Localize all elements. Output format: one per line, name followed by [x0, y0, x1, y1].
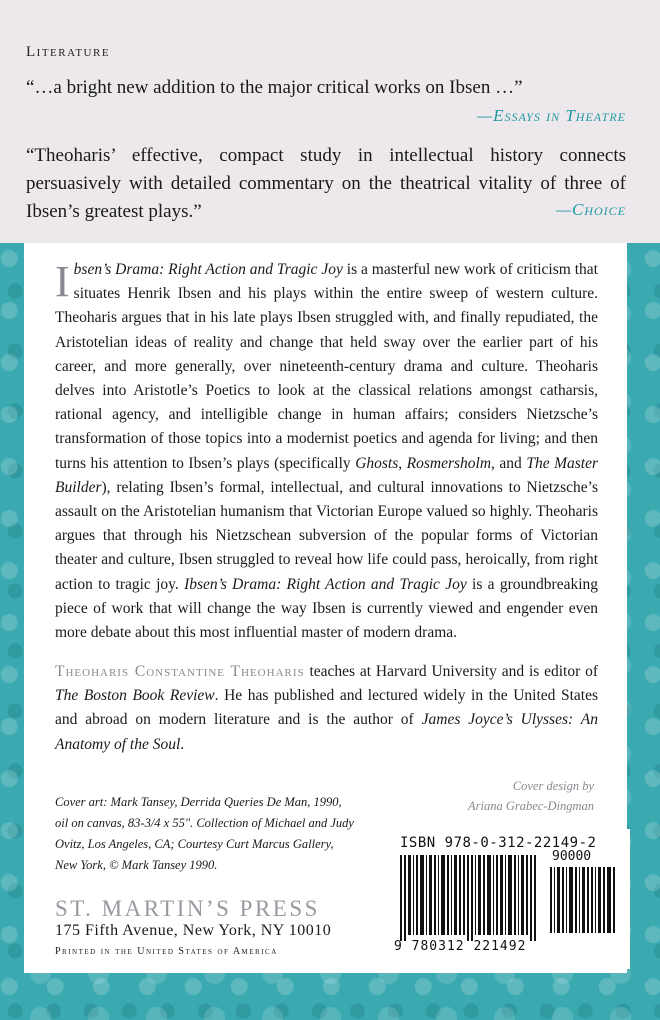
bio-text-a: teaches at Harvard University and is editor of: [304, 663, 598, 680]
category-label: Literature: [26, 44, 111, 60]
play-title-ghosts: Ghosts: [355, 454, 399, 472]
barcode-digits: 9 780312 221492: [394, 939, 527, 954]
author-name: Theoharis Constantine Theoharis: [55, 663, 305, 680]
bio-text-b: . He has published and lectured widely in the United States and abroad on modern literature and is the author of: [55, 687, 598, 729]
play-title-rosmersholm: Rosmersholm: [406, 454, 492, 472]
review-quote-2: “Theoharis’ effective, compact study in intellectual history connects persuasively with detailed commentary on the theatrical vitality of three of Ibsen’s greatest plays.”: [26, 145, 626, 222]
cover-design-line-2: Ariana Grabec-Dingman: [467, 799, 594, 813]
ean-barcode-bars: [400, 855, 540, 941]
book-title-repeat: Ibsen’s Drama: Right Action and Tragic Joy: [184, 575, 467, 593]
description-text-a: is a masterful new work of criticism that situates Henrik Ibsen and his plays within the entire sweep of western culture. Theoharis argues that in his late plays Ibsen struggled with, and finally repudiated, the Aristotelian ideas of reality and change that held sway over the earlier part of his career, and more generally, over nineteenth-century drama and culture. Theoharis delves into Aristotle’s Poetics to look at the classical relations amongst catharsis, rational agency, and intelligible change in human affairs; considers Nietzsche’s transformation of those topics into a modernist poetics and agenda for living; and then turns his attention to Ibsen’s plays (specifically: [55, 261, 598, 472]
cover-design-credit: [468, 776, 594, 816]
publisher-address: 175 Fifth Avenue, New York, NY 10010: [55, 922, 332, 939]
review-quote-1: “…a bright new addition to the major critical works on Ibsen …”: [26, 77, 523, 98]
isbn-barcode: [390, 829, 630, 969]
cover-art-credit: Cover art: Mark Tansey, Derrida Queries De Man, 1990, oil on canvas, 83-3/4 x 55". Collection of Michael and Judy Ovitz, Los Angeles, CA; Courtesy Curt Marcus Gallery, New York, © Mark Tansey 1990.: [55, 795, 354, 872]
description-text-c: is a groundbreaking piece of work that will change the way Ibsen is currently viewed and engender even more debate about this most influential master of modern drama.: [55, 575, 599, 642]
journal-title: The Boston Book Review: [55, 687, 215, 705]
author-bio: [55, 660, 598, 757]
price-barcode-bars: [550, 867, 620, 933]
separator-1: ,: [398, 454, 407, 472]
description-text-b: ), relating Ibsen’s formal, intellectual, and cultural innovations to Nietzsche’s assault on the Aristotelian humanism that Victorian Europe valued so highly. Theoharis argues that through his Nietzschean subversion of the popular forms of Victorian theater and culture, Ibsen struggled to reveal how life could pass, heroically, from right action to tragic joy.: [55, 478, 598, 593]
bio-text-c: .: [180, 735, 185, 753]
book-description: [55, 258, 598, 645]
author-book-title: James Joyce’s Ulysses: An Anatomy of the Soul: [55, 711, 599, 753]
book-title: bsen’s Drama: Right Action and Tragic Joy: [73, 261, 343, 278]
review-attribution-1: —Essays in Theatre: [476, 106, 626, 125]
printed-in-usa: Printed in the United States of America: [55, 946, 278, 957]
play-title-master-builder: The Master Builder: [55, 454, 598, 496]
publisher-name: ST. MARTIN’S PRESS: [55, 896, 320, 921]
isbn-number: ISBN 978-0-312-22149-2: [400, 835, 597, 851]
review-attribution-2: —Choice: [555, 200, 626, 219]
separator-2: , and: [491, 454, 527, 472]
cover-design-line-1: Cover design by: [512, 779, 594, 793]
price-code: 90000: [552, 849, 592, 864]
drop-cap: I: [55, 257, 70, 306]
